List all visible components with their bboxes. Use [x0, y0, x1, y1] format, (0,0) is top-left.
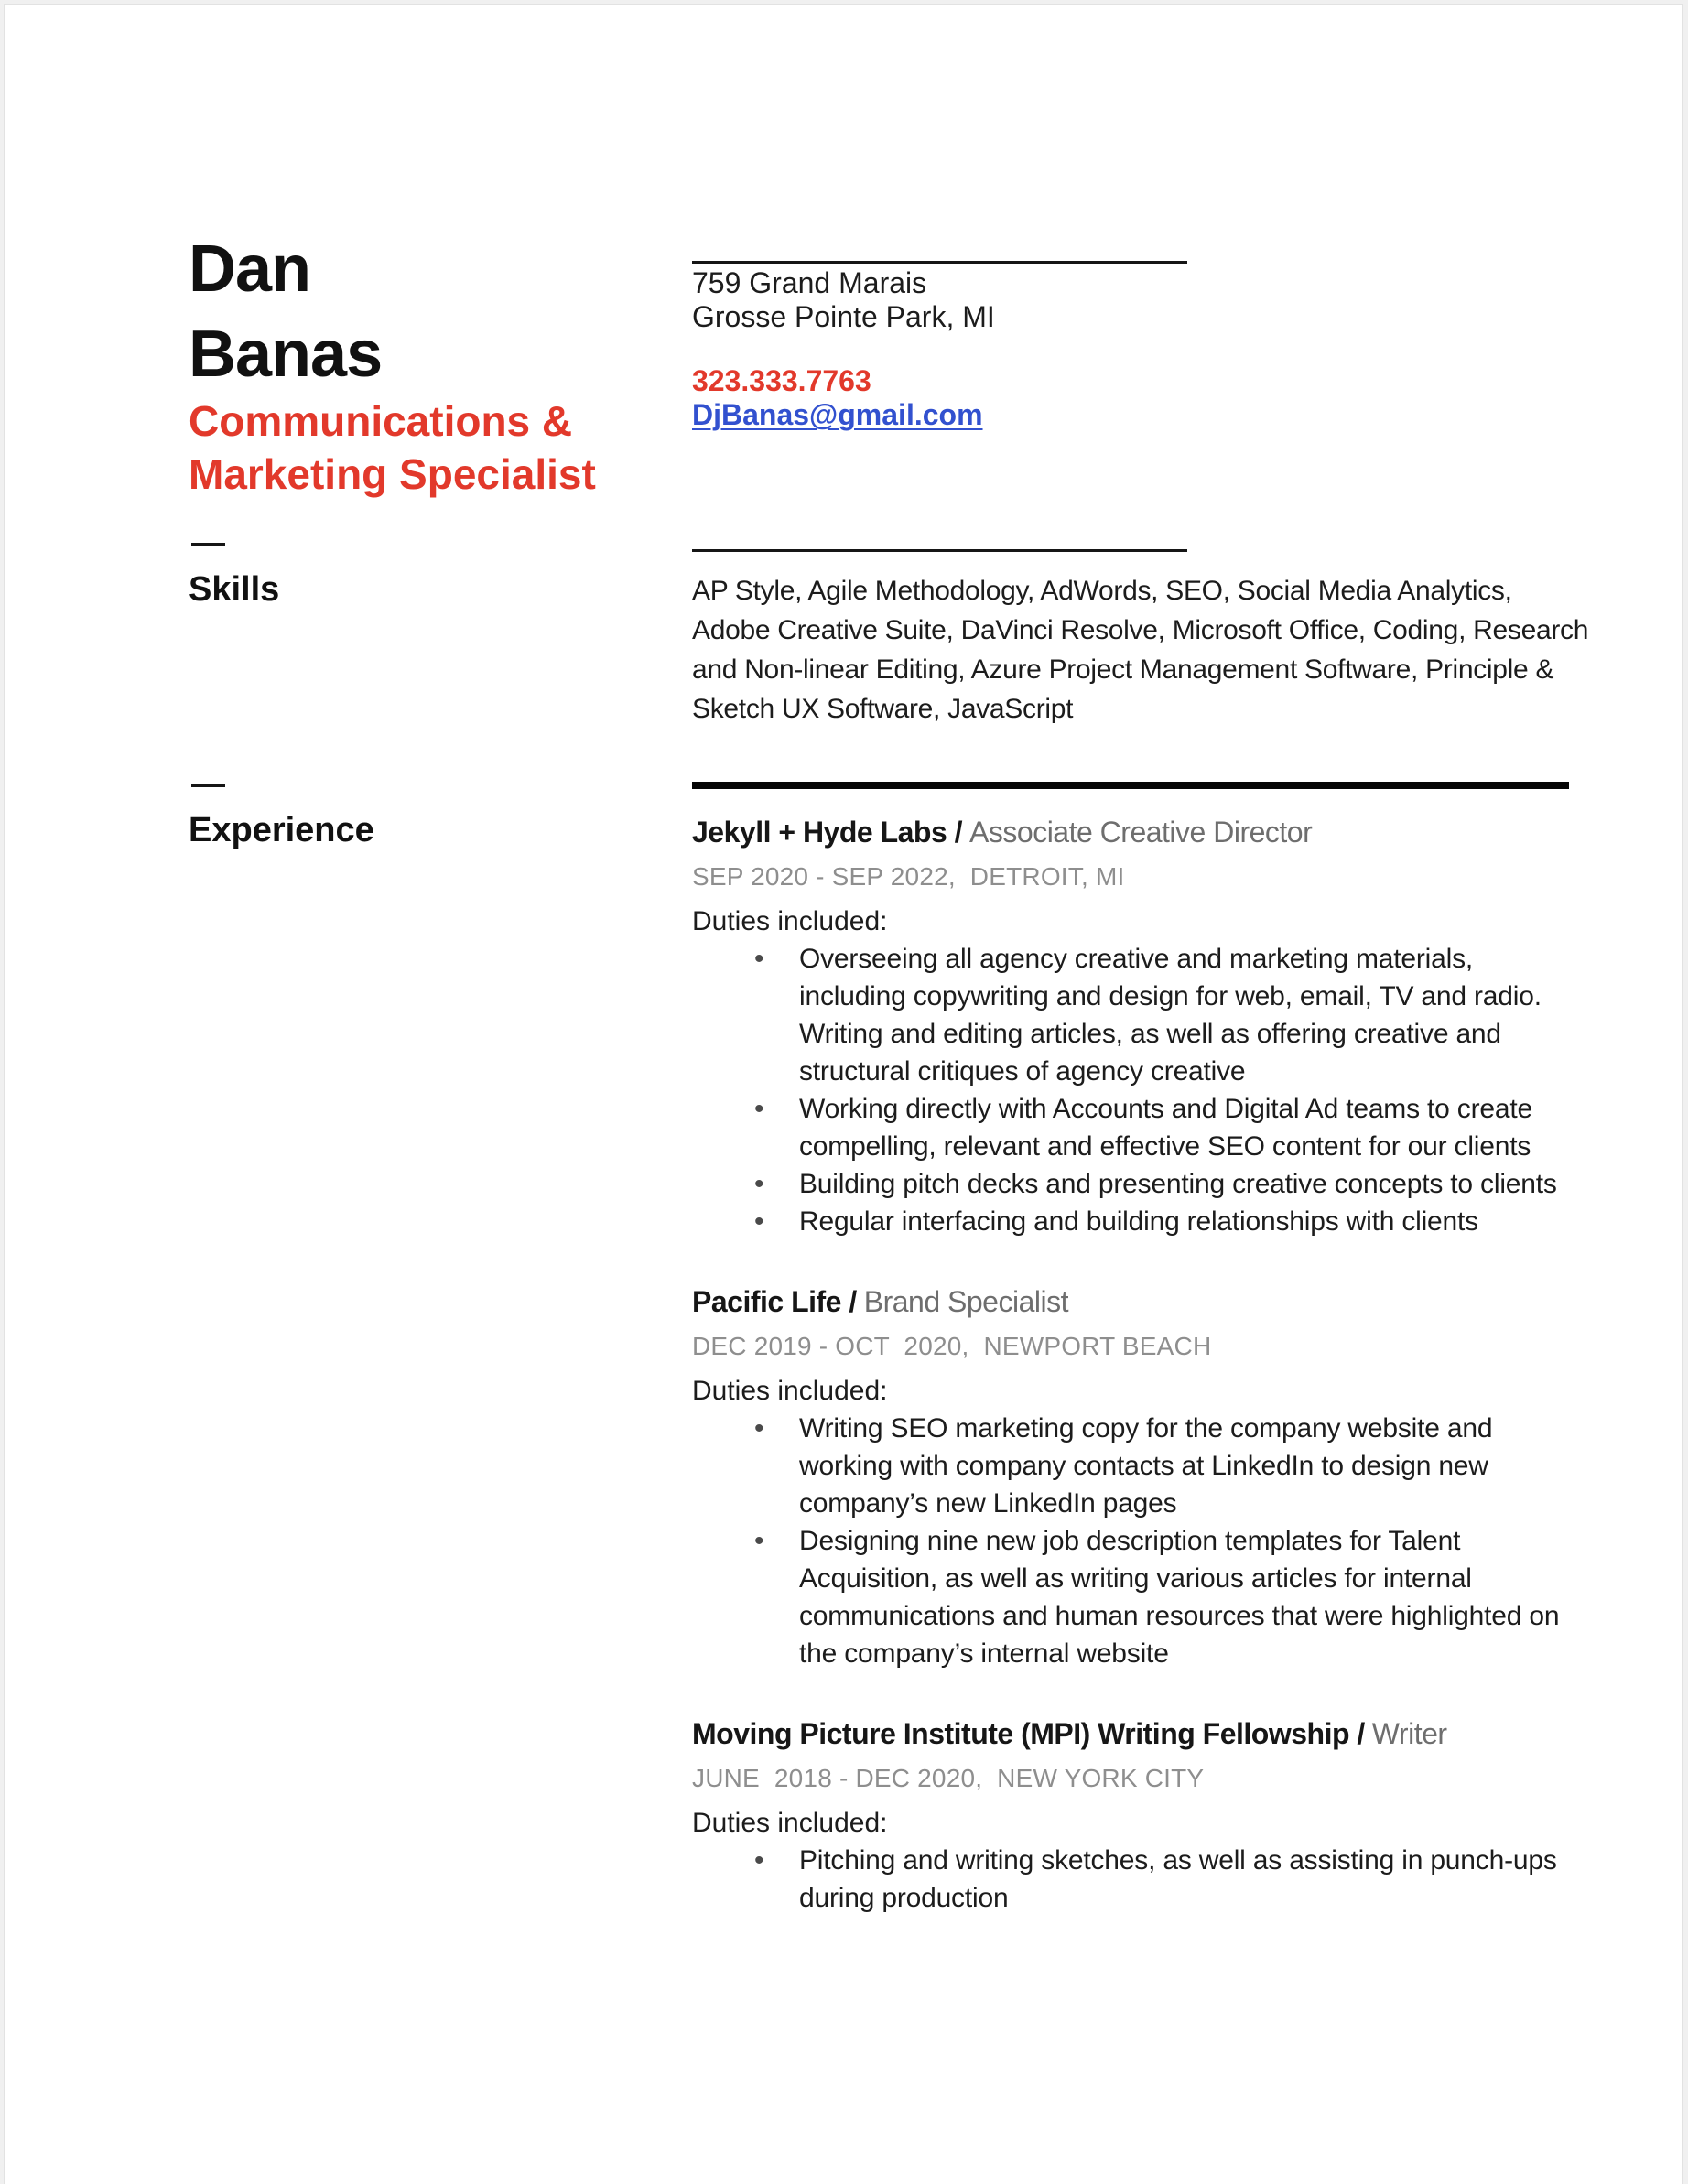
job-role: Writer [1371, 1717, 1447, 1750]
email-link[interactable]: DjBanas@gmail.com [692, 398, 983, 431]
job-entry-mpi-writing-fellowship [692, 1713, 1569, 1917]
job-duty-list [692, 1842, 1569, 1917]
experience-heading: Experience [189, 811, 374, 849]
job-dates: SEP 2020 - SEP 2022, DETROIT, MI [692, 862, 1125, 891]
job-duty-list [692, 940, 1569, 1240]
job-duty-list [692, 1410, 1569, 1672]
address-line-1: 759 Grand Marais [692, 266, 927, 299]
candidate-title: Communications & Marketing Specialist [189, 397, 596, 498]
skills-section-dash [191, 543, 225, 546]
skills-list-text: AP Style, Agile Methodology, AdWords, SEO, Social Media Analytics, Adobe Creative Suite, DaVinci Resolve, Microsoft Office, Coding, Research and Non-linear Editing, Azure Project Management Software, Principle & Sketch UX Software, JavaScript [692, 576, 1589, 724]
experience-section-dash [191, 784, 225, 787]
first-name: Dan [189, 232, 311, 306]
job-duties-label: Duties included: [692, 1376, 888, 1406]
job-entry-jekyll-hyde-labs [692, 811, 1569, 1240]
job-dates: JUNE 2018 - DEC 2020, NEW YORK CITY [692, 1764, 1205, 1792]
job-duty-item: • Writing SEO marketing copy for the company website and working with company contacts at LinkedIn to design new company’s new LinkedIn pages [799, 1410, 1569, 1522]
last-name: Banas [189, 318, 383, 391]
contact-phone: 323.333.7763 [692, 364, 871, 397]
job-duty-item: • Regular interfacing and building relationships with clients [799, 1203, 1569, 1240]
experience-entries [692, 811, 1569, 1917]
job-duty-item: • Designing nine new job description templates for Talent Acquisition, as well as writing various articles for internal communications and human resources that were highlighted on the company’s internal website [799, 1522, 1569, 1672]
job-role: Associate Creative Director [969, 816, 1313, 849]
job-role: Brand Specialist [863, 1285, 1068, 1318]
job-entry-pacific-life [692, 1281, 1569, 1672]
job-duty-item: • Overseeing all agency creative and marketing materials, including copywriting and design for web, email, TV and radio. Writing and editing articles, as well as offering creative and structural critiques of agency creative [799, 940, 1569, 1090]
job-duty-item: • Pitching and writing sketches, as well as assisting in punch-ups during production [799, 1842, 1569, 1917]
job-heading [692, 1713, 1569, 1755]
job-duties-label: Duties included: [692, 906, 888, 936]
contact-address [692, 266, 995, 334]
job-duty-item: • Working directly with Accounts and Digital Ad teams to create compelling, relevant and effective SEO content for our clients [799, 1090, 1569, 1165]
candidate-name [189, 227, 382, 397]
job-heading [692, 1281, 1569, 1323]
job-company: Jekyll + Hyde Labs / [692, 816, 963, 849]
job-company: Moving Picture Institute (MPI) Writing Fellowship / [692, 1717, 1365, 1750]
experience-divider-rule [692, 782, 1569, 789]
job-duties-label: Duties included: [692, 1808, 888, 1838]
job-dates: DEC 2019 - OCT 2020, NEWPORT BEACH [692, 1332, 1212, 1360]
job-duty-item: • Building pitch decks and presenting creative concepts to clients [799, 1165, 1569, 1203]
skills-divider-rule [692, 549, 1187, 552]
address-line-2: Grosse Pointe Park, MI [692, 300, 995, 333]
contact-divider-rule [692, 261, 1187, 264]
job-heading [692, 811, 1569, 853]
contact-email-wrap [692, 398, 983, 432]
skills-heading: Skills [189, 570, 280, 609]
resume-page [4, 4, 1683, 2184]
job-company: Pacific Life / [692, 1285, 857, 1318]
